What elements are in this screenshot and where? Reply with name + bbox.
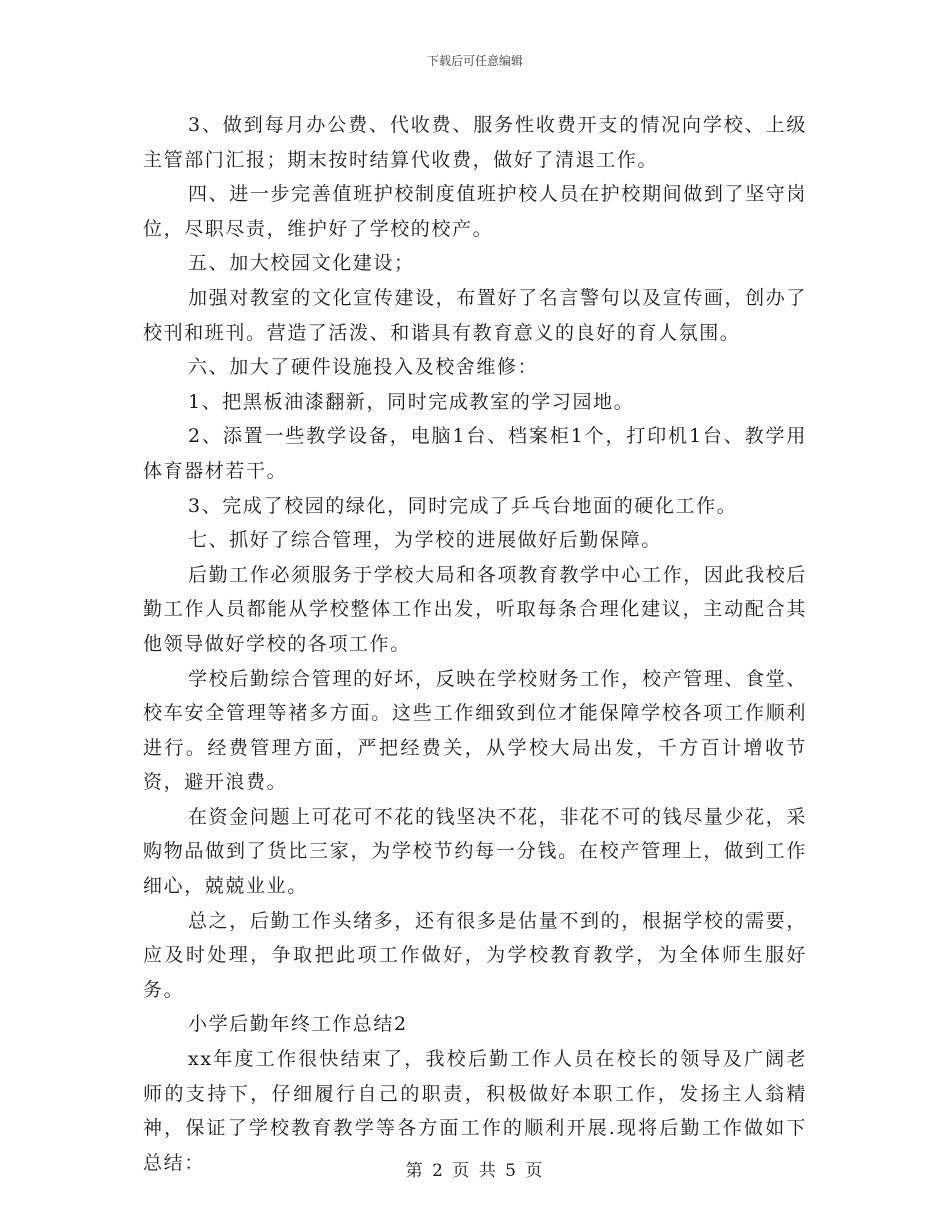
paragraph: 四、进一步完善值班护校制度值班护校人员在护校期间做到了坚守岗位，尽职尽责，维护好了学校的校产。	[143, 183, 807, 240]
section-heading: 六、加大了硬件设施投入及校舍维修：	[188, 356, 539, 379]
section-heading: 五、加大校园文化建设；	[188, 252, 415, 275]
page-number: 第 2 页 共 5 页	[405, 1161, 545, 1181]
paragraph: 后勤工作必须服务于学校大局和各项教育教学中心工作，因此我校后勤工作人员都能从学校整体工作出发，听取每条合理化建议，主动配合其他领导做好学校的各项工作。	[143, 563, 807, 655]
paragraph: 总之，后勤工作头绪多，还有很多是估量不到的，根据学校的需要，应及时处理，争取把此项工作做好，为学校教育教学，为全体师生服好务。	[143, 909, 807, 1001]
document-subtitle: 小学后勤年终工作总结2	[188, 1013, 408, 1036]
section-heading: 七、抓好了综合管理，为学校的进展做好后勤保障。	[188, 529, 662, 552]
paragraph: 在资金问题上可花可不花的钱坚决不花，非花不可的钱尽量少花，采购物品做到了货比三家，为学校节约每一分钱。在校产管理上，做到工作细心，兢兢业业。	[143, 805, 807, 898]
paragraph: 加强对教室的文化宣传建设，布置好了名言警句以及宣传画，创办了校刊和班刊。营造了活泼、和谐具有教育意义的良好的育人氛围。	[143, 286, 807, 344]
list-item: 2、添置一些教学设备，电脑1台、档案柜1个，打印机1台、教学用体育器材若干。	[143, 425, 807, 482]
paragraph: 学校后勤综合管理的好坏，反映在学校财务工作，校产管理、食堂、校车安全管理等褚多方面。这些工作细致到位才能保障学校各项工作顺利进行。经费管理方面，严把经费关，从学校大局出发，千方百计增收节资，避开浪费。	[143, 667, 807, 794]
list-item: 1、把黑板油漆翻新，同时完成教室的学习园地。	[188, 390, 635, 413]
page-header: 下载后可任意编辑	[426, 54, 523, 68]
document-body	[143, 108, 807, 1180]
paragraph: 3、做到每月办公费、代收费、服务性收费开支的情况向学校、上级主管部门汇报；期末按时结算代收费，做好了清退工作。	[143, 114, 807, 171]
list-item: 3、完成了校园的绿化，同时完成了乒乓台地面的硬化工作。	[188, 494, 738, 517]
paragraph: xx年度工作很快结束了，我校后勤工作人员在校长的领导及广阔老师的支持下，仔细履行自己的职责，积极做好本职工作，发扬主人翁精神，保证了学校教育教学等各方面工作的顺利开展.现将后勤工作做如下总结：	[143, 1048, 807, 1174]
